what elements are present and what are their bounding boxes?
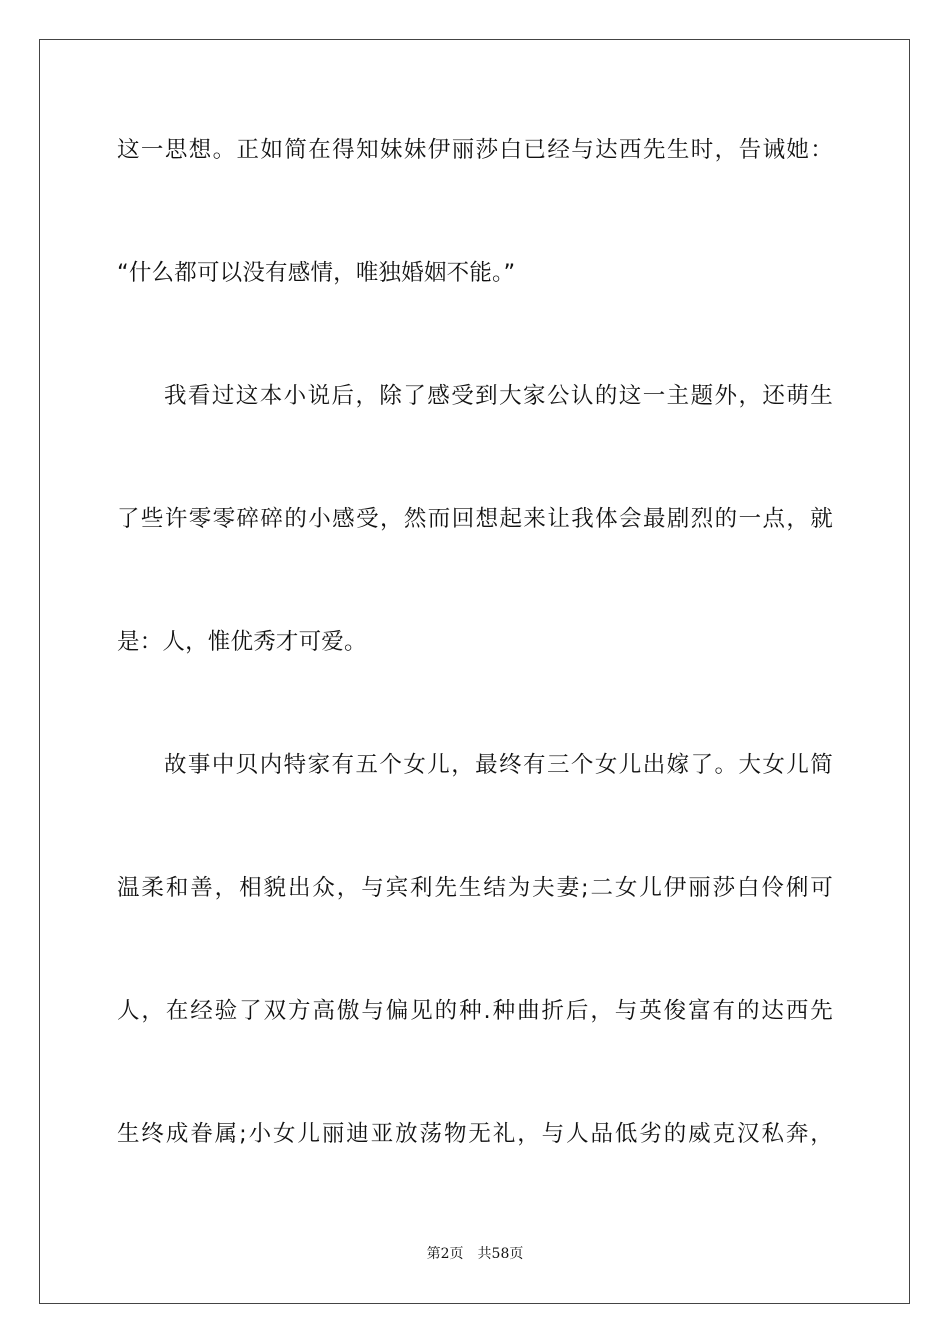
text-line: 了些许零零碎碎的小感受，然而回想起来让我体会最剧烈的一点，就 xyxy=(117,506,833,532)
page-number: 第2页 xyxy=(426,1246,464,1262)
text-line: 是：人，惟优秀才可爱。 xyxy=(117,629,367,655)
page-footer xyxy=(0,1244,950,1264)
text-line: 人，在经验了双方高傲与偏见的种.种曲折后，与英俊富有的达西先 xyxy=(117,998,833,1024)
text-line: 温柔和善，相貌出众，与宾利先生结为夫妻;二女儿伊丽莎白伶俐可 xyxy=(117,875,833,901)
text-line: 这一思想。正如简在得知妹妹伊丽莎白已经与达西先生时，告诫她： xyxy=(117,137,833,163)
page-border xyxy=(39,39,910,1304)
text-line: “什么都可以没有感情，唯独婚姻不能。” xyxy=(117,260,516,286)
paragraph-start-line: 我看过这本小说后，除了感受到大家公认的这一主题外，还萌生 xyxy=(164,383,833,409)
paragraph-start-line: 故事中贝内特家有五个女儿，最终有三个女儿出嫁了。大女儿简 xyxy=(164,752,833,778)
total-pages: 共58页 xyxy=(477,1246,524,1262)
text-line: 生终成眷属;小女儿丽迪亚放荡物无礼，与人品低劣的威克汉私奔， xyxy=(117,1121,833,1147)
